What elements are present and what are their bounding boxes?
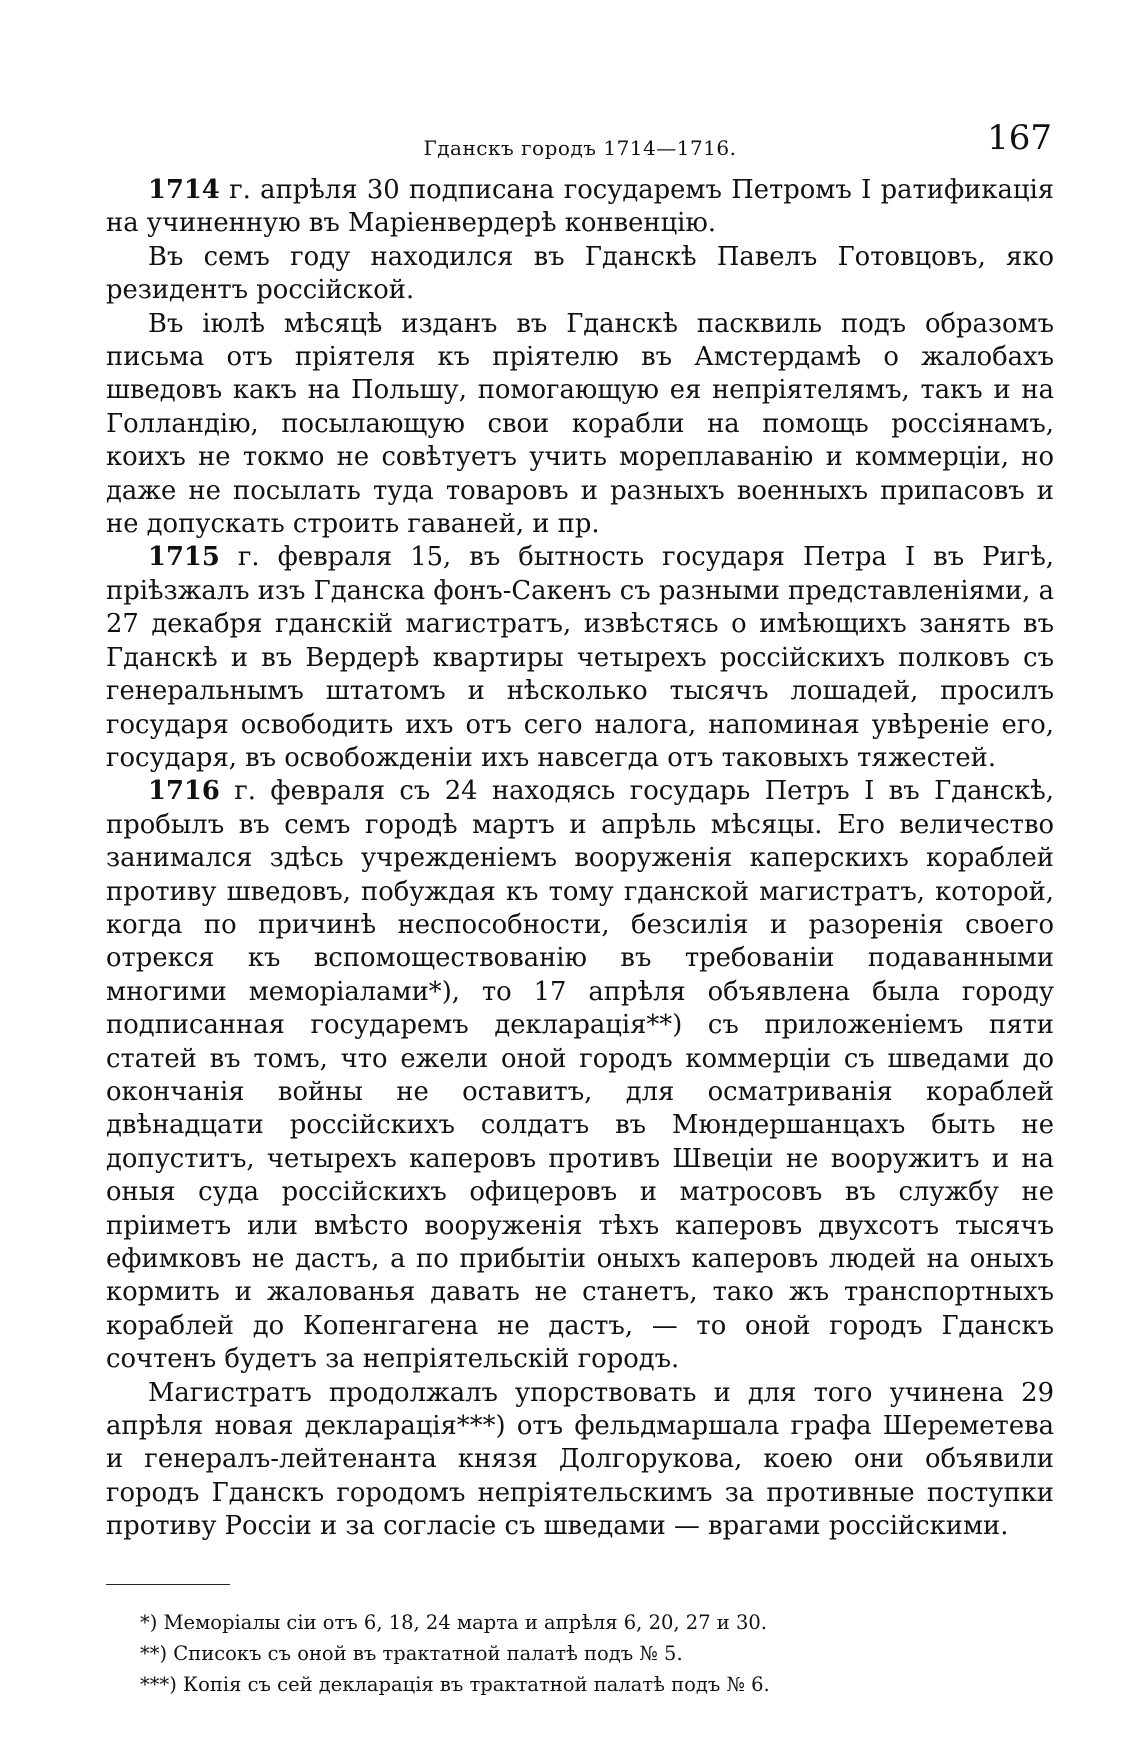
body-text xyxy=(106,174,1054,1544)
paragraph-1714-ratification xyxy=(106,174,1054,241)
paragraph-text: г. февраля 15, въ бытность государя Петра I въ Ригѣ, пріѣзжалъ изъ Гданска фонъ-Сакенъ съ разными представленіями, а 27 декабря гданскій магистратъ, извѣстясь о имѣющихъ занять въ Гданскѣ и въ Вердерѣ квартиры четырехъ россійскихъ полковъ съ генеральнымъ штатомъ и нѣсколько тысячъ лошадей, просилъ государя освободить ихъ отъ сего налога, напоминая увѣреніе его, государя, въ освобожденіи ихъ навсегда отъ таковыхъ тяжестей. xyxy=(106,542,1054,773)
footnote-2: **) Списокъ съ оной въ трактатной палатѣ подъ № 5. xyxy=(140,1641,683,1665)
paragraph-1716 xyxy=(106,775,1054,1376)
footnote-divider xyxy=(106,1584,230,1585)
year-label: 1715 xyxy=(148,542,220,573)
paragraph-pasquil xyxy=(106,308,1054,542)
footnote-3: ***) Копія съ сей декларація въ трактатной палатѣ подъ № 6. xyxy=(140,1672,770,1696)
year-label: 1716 xyxy=(148,776,220,807)
document-page xyxy=(106,118,1054,1700)
footnotes xyxy=(106,1607,1054,1700)
paragraph-resident xyxy=(106,241,1054,308)
paragraph-text: Въ іюлѣ мѣсяцѣ изданъ въ Гданскѣ пасквиль подъ образомъ письма отъ пріятеля къ пріятелю въ Амстердамѣ о жалобахъ шведовъ какъ на Польшу, помогающую ея непріятелямъ, такъ и на Голландію, посылающую свои корабли на помощь россіянамъ, коихъ не токмо не совѣтуетъ учить мореплаванію и коммерціи, но даже не посылать туда товаровъ и разныхъ военныхъ припасовъ и не допускать строить гаваней, и пр. xyxy=(106,308,1054,540)
paragraph-text: г. февраля съ 24 находясь государь Петръ I въ Гданскѣ, пробылъ въ семъ городѣ мартъ и апрѣль мѣсяцы. Его величество занимался здѣсь учрежденіемъ вооруженія каперскихъ кораблей противу шведовъ, побуждая къ тому гданской магистратъ, которой, когда по причинѣ неспособности, безсилія и разоренія своего отрекся къ вспомоществованію въ требованіи подаванными многими меморіалами*), то 17 апрѣля объявлена была городу подписанная государемъ декларація**) съ приложеніемъ пяти статей въ томъ, что ежели оной городъ коммерціи съ шведами до окончанія войны не оставитъ, для осматриванія кораблей двѣнадцати россійскихъ солдатъ въ Мюндершанцахъ быть не допуститъ, четырехъ каперовъ противъ Швеціи не вооружитъ и на оныя суда россійскихъ офицеровъ и матросовъ въ службу не пріиметъ или вмѣсто вооруженія тѣхъ каперовъ двухсотъ тысячъ ефимковъ не дастъ, а по прибытіи оныхъ каперовъ людей на оныхъ кормить и жалованья давать не станетъ, тако жъ транспортныхъ кораблей до Копенгагена не дастъ, — то оной городъ Гданскъ сочтенъ будетъ за непріятельскій городъ. xyxy=(106,776,1054,1375)
year-label: 1714 xyxy=(148,175,220,205)
footnote-1: *) Меморіалы сіи отъ 6, 18, 24 марта и апрѣля 6, 20, 27 и 30. xyxy=(140,1610,767,1634)
paragraph-magistrate xyxy=(106,1377,1054,1544)
running-header xyxy=(106,118,1054,174)
paragraph-text: г. апрѣля 30 подписана государемъ Петромъ I ратификація на учиненную въ Маріенвердерѣ конвенцію. xyxy=(106,175,1054,239)
running-title: Гданскъ городъ 1714—1716. xyxy=(423,136,737,160)
paragraph-1715 xyxy=(106,541,1054,775)
page-number: 167 xyxy=(987,118,1052,158)
paragraph-text: Въ семъ году находился въ Гданскѣ Павелъ Готовцовъ, яко резидентъ россійской. xyxy=(106,241,1054,306)
paragraph-text: Магистратъ продолжалъ упорствовать и для того учинена 29 апрѣля новая декларація***) отъ фельдмаршала графа Шереметева и генералъ-лейтенанта князя Долгорукова, коею они объявили городъ Гданскъ городомъ непріятельскимъ за противные поступки противу Россіи и за согласіе съ шведами — врагами россійскими. xyxy=(106,1377,1054,1542)
